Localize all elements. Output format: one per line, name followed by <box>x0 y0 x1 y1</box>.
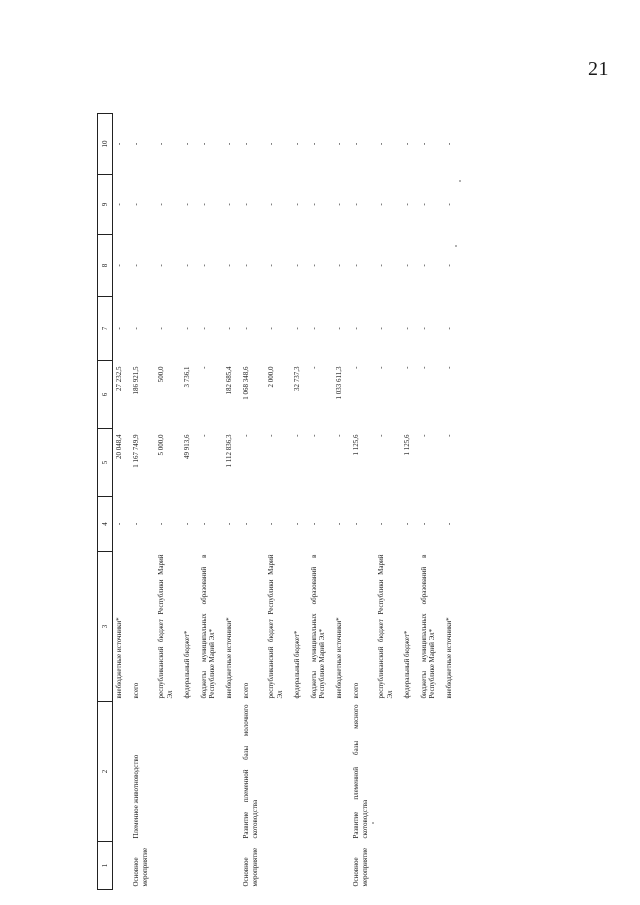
cell-c1 <box>375 842 401 890</box>
cell-c1: Основное мероприятие <box>241 847 259 887</box>
cell-c2: Развитие племенной базы мясного скотоводства <box>351 704 369 839</box>
table-row <box>240 114 266 890</box>
funding-table <box>97 113 460 890</box>
header-cell: 7 <box>98 297 113 361</box>
cell-c5: 5 000,0 <box>157 434 166 456</box>
cell-c9: - <box>131 203 140 206</box>
cell-c10: - <box>309 142 318 146</box>
cell-c6: - <box>351 366 360 369</box>
cell-c10: - <box>292 142 301 146</box>
cell-c2 <box>443 702 460 842</box>
cell-c7: - <box>335 327 343 330</box>
header-cell: 6 <box>98 361 113 429</box>
cell-c7: - <box>292 327 301 330</box>
cell-c2 <box>113 702 130 842</box>
table-row <box>443 114 460 890</box>
table-row <box>181 114 198 890</box>
cell-c6: 1 068 348,6 <box>241 366 250 400</box>
cell-c3: всего <box>241 682 250 699</box>
cell-c1 <box>223 842 240 890</box>
rotated-table-container <box>97 114 635 890</box>
cell-c3: бюджеты муниципальных образований в Республике Марий Эл* <box>199 554 217 699</box>
cell-c2 <box>155 702 181 842</box>
cell-c7: - <box>199 327 208 330</box>
cell-c2 <box>333 702 350 842</box>
cell-c1 <box>308 842 334 890</box>
cell-c1: Основное мероприятие <box>351 847 369 887</box>
header-cell: 4 <box>98 497 113 552</box>
cell-c9: - <box>309 203 318 206</box>
cell-c2 <box>223 702 240 842</box>
cell-c4: - <box>335 522 343 526</box>
cell-c9: - <box>335 203 343 206</box>
cell-c10: - <box>445 142 453 146</box>
cell-c3: республиканский бюджет Республики Марий Эл <box>267 554 284 699</box>
cell-c4: - <box>292 522 301 526</box>
table-row <box>198 114 224 890</box>
cell-c4: - <box>115 522 123 526</box>
cell-c2 <box>418 702 444 842</box>
cell-c6: - <box>377 366 386 369</box>
cell-c5: 1 125,6 <box>351 434 360 456</box>
cell-c3: внебюджетные источники* <box>445 617 453 699</box>
table-header <box>98 114 113 890</box>
cell-c4: - <box>377 522 386 526</box>
cell-c8: - <box>199 264 208 267</box>
cell-c6: - <box>445 366 453 369</box>
cell-c1 <box>418 842 444 890</box>
cell-c2 <box>265 702 291 842</box>
cell-c5: - <box>445 434 453 437</box>
cell-c9: - <box>419 203 428 206</box>
cell-c3: всего <box>351 682 360 699</box>
cell-c5: - <box>335 434 343 437</box>
cell-c3: внебюджетные источники* <box>335 617 343 699</box>
cell-c5: - <box>267 434 276 437</box>
cell-c2 <box>181 702 198 842</box>
cell-c9: - <box>445 203 453 206</box>
cell-c7: - <box>241 327 250 330</box>
cell-c9: - <box>377 203 386 206</box>
scan-speck <box>459 180 461 182</box>
table-row <box>155 114 181 890</box>
header-cell: 1 <box>98 842 113 890</box>
cell-c1 <box>155 842 181 890</box>
cell-c6: 27 232,5 <box>115 366 123 391</box>
cell-c10: - <box>115 142 123 146</box>
cell-c8: - <box>377 264 386 267</box>
cell-c3: внебюджетные источники* <box>115 617 123 699</box>
table-row <box>113 114 130 890</box>
cell-c5: 1 125,6 <box>402 434 411 456</box>
cell-c10: - <box>377 142 386 146</box>
scan-speck <box>372 822 374 824</box>
cell-c10: - <box>182 142 191 146</box>
table-row <box>350 114 376 890</box>
cell-c10: - <box>419 142 428 146</box>
page-number: 21 <box>588 58 609 80</box>
cell-c7: - <box>445 327 453 330</box>
cell-c3: федеральный бюджет* <box>182 630 191 699</box>
table-row <box>291 114 308 890</box>
cell-c10: - <box>335 142 343 146</box>
header-cell: 5 <box>98 429 113 497</box>
cell-c7: - <box>309 327 318 330</box>
cell-c2 <box>198 702 224 842</box>
cell-c7: - <box>419 327 428 330</box>
header-row <box>98 114 113 890</box>
table-row <box>265 114 291 890</box>
table-row <box>223 114 240 890</box>
cell-c7: - <box>351 327 360 330</box>
cell-c10: - <box>225 142 233 146</box>
cell-c6: - <box>199 366 208 369</box>
cell-c9: - <box>157 203 166 206</box>
cell-c1 <box>401 842 418 890</box>
cell-c9: - <box>115 203 123 206</box>
cell-c3: всего <box>131 682 140 699</box>
cell-c2 <box>401 702 418 842</box>
cell-c4: - <box>267 522 276 526</box>
table-row <box>375 114 401 890</box>
cell-c8: - <box>292 264 301 267</box>
cell-c2 <box>375 702 401 842</box>
cell-c6: 2 000,0 <box>267 366 276 388</box>
scan-speck <box>455 245 457 247</box>
cell-c1 <box>198 842 224 890</box>
cell-c6: - <box>309 366 318 369</box>
cell-c6: 500,0 <box>157 366 166 383</box>
cell-c8: - <box>225 264 233 267</box>
cell-c9: - <box>225 203 233 206</box>
cell-c7: - <box>115 327 123 330</box>
cell-c4: - <box>402 522 411 526</box>
cell-c10: - <box>402 142 411 146</box>
cell-c10: - <box>131 142 140 146</box>
cell-c7: - <box>157 327 166 330</box>
cell-c4: - <box>241 522 250 526</box>
cell-c7: - <box>402 327 411 330</box>
cell-c8: - <box>115 264 123 267</box>
cell-c5: - <box>309 434 318 437</box>
table-row <box>333 114 350 890</box>
cell-c3: федеральный бюджет* <box>292 630 301 699</box>
cell-c5: 1 112 836,3 <box>225 434 233 468</box>
cell-c9: - <box>292 203 301 206</box>
cell-c8: - <box>241 264 250 267</box>
cell-c1 <box>113 842 130 890</box>
cell-c1 <box>291 842 308 890</box>
cell-c3: республиканский бюджет Республики Марий Эл <box>377 554 394 699</box>
table-row <box>130 114 156 890</box>
cell-c4: - <box>199 522 208 526</box>
cell-c6: - <box>402 366 411 369</box>
cell-c10: - <box>199 142 208 146</box>
cell-c1 <box>265 842 291 890</box>
header-cell: 10 <box>98 114 113 175</box>
cell-c8: - <box>351 264 360 267</box>
cell-c5: 20 048,4 <box>115 434 123 459</box>
cell-c8: - <box>309 264 318 267</box>
cell-c4: - <box>309 522 318 526</box>
cell-c7: - <box>377 327 386 330</box>
cell-c8: - <box>402 264 411 267</box>
cell-c6: 32 737,3 <box>292 366 301 391</box>
cell-c7: - <box>131 327 140 330</box>
cell-c8: - <box>157 264 166 267</box>
header-cell: 3 <box>98 552 113 702</box>
cell-c7: - <box>267 327 276 330</box>
cell-c10: - <box>351 142 360 146</box>
cell-c5: - <box>419 434 428 437</box>
cell-c5: - <box>377 434 386 437</box>
cell-c6: 3 736,1 <box>182 366 191 388</box>
table-row <box>308 114 334 890</box>
cell-c3: республиканский бюджет Республики Марий Эл <box>157 554 174 699</box>
cell-c8: - <box>335 264 343 267</box>
header-cell: 2 <box>98 702 113 842</box>
cell-c4: - <box>131 522 140 526</box>
cell-c4: - <box>445 522 453 526</box>
cell-c7: - <box>225 327 233 330</box>
cell-c8: - <box>445 264 453 267</box>
table-row <box>418 114 444 890</box>
cell-c4: - <box>351 522 360 526</box>
cell-c6: 182 685,4 <box>225 366 233 395</box>
cell-c5: 49 913,6 <box>182 434 191 459</box>
cell-c10: - <box>267 142 276 146</box>
cell-c10: - <box>241 142 250 146</box>
cell-c8: - <box>182 264 191 267</box>
cell-c10: - <box>157 142 166 146</box>
cell-c1 <box>181 842 198 890</box>
cell-c9: - <box>267 203 276 206</box>
cell-c9: - <box>182 203 191 206</box>
cell-c4: - <box>225 522 233 526</box>
cell-c8: - <box>267 264 276 267</box>
cell-c1 <box>333 842 350 890</box>
cell-c8: - <box>419 264 428 267</box>
cell-c6: 1 033 611,3 <box>335 366 343 400</box>
cell-c5: - <box>292 434 301 437</box>
cell-c4: - <box>182 522 191 526</box>
cell-c9: - <box>351 203 360 206</box>
cell-c5: 1 167 749,9 <box>131 434 140 468</box>
cell-c7: - <box>182 327 191 330</box>
cell-c3: федеральный бюджет* <box>402 630 411 699</box>
table-row <box>401 114 418 890</box>
cell-c3: бюджеты муниципальных образований в Республике Марий Эл* <box>309 554 327 699</box>
cell-c2: Племенное животноводство <box>131 754 140 839</box>
header-cell: 9 <box>98 175 113 235</box>
cell-c6: 186 921,5 <box>131 366 140 395</box>
cell-c3: внебюджетные источники* <box>225 617 233 699</box>
cell-c1: Основное мероприятие <box>131 847 149 887</box>
cell-c1 <box>443 842 460 890</box>
cell-c4: - <box>157 522 166 526</box>
cell-c9: - <box>241 203 250 206</box>
header-cell: 8 <box>98 235 113 297</box>
cell-c2: Развитие племенной базы молочного скотоводства <box>241 704 259 839</box>
cell-c8: - <box>131 264 140 267</box>
cell-c5: - <box>241 434 250 437</box>
cell-c6: - <box>419 366 428 369</box>
cell-c4: - <box>419 522 428 526</box>
cell-c3: бюджеты муниципальных образований в Республике Марий Эл* <box>419 554 437 699</box>
cell-c9: - <box>402 203 411 206</box>
table-body <box>113 114 460 890</box>
cell-c5: - <box>199 434 208 437</box>
cell-c2 <box>291 702 308 842</box>
cell-c9: - <box>199 203 208 206</box>
cell-c2 <box>308 702 334 842</box>
